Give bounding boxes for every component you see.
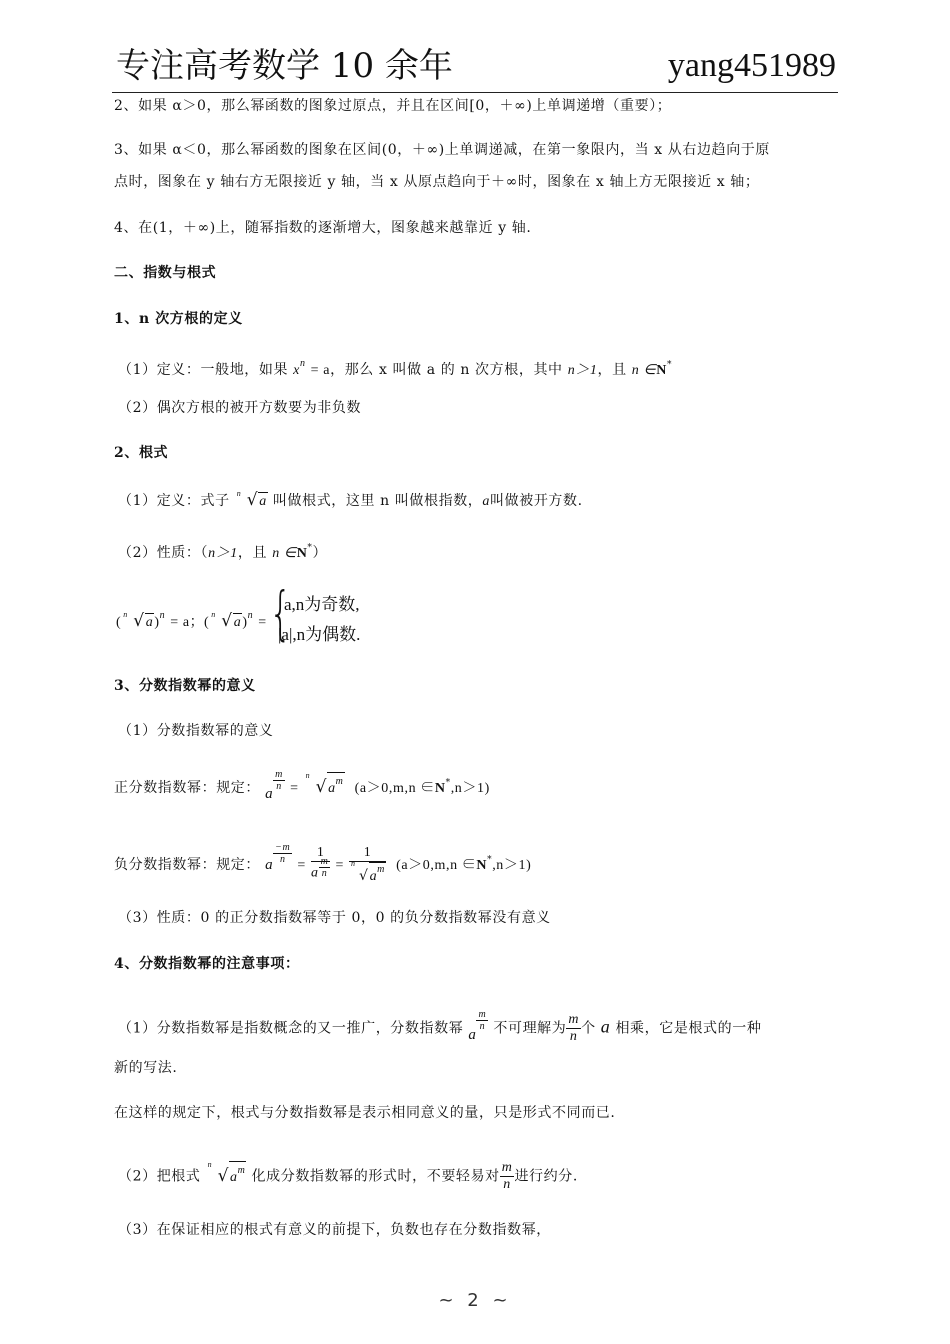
label: 负分数指数幂：规定：: [114, 857, 260, 873]
text: ，那么 x 叫做 a 的 n 次方根，其中: [330, 362, 563, 378]
base-a: a: [468, 1026, 477, 1043]
text: （1）定义：一般地，如果: [118, 362, 289, 378]
eq: =: [335, 858, 344, 873]
text: 不可理解为: [493, 1020, 567, 1037]
radicand-a: a: [328, 781, 336, 796]
num-1: 1: [311, 845, 330, 862]
radical-expr: n √a: [123, 611, 154, 632]
text: （1）定义：式子: [118, 493, 230, 509]
den: n: [276, 780, 282, 792]
var-x: x: [293, 363, 300, 378]
para-4: 4、在(1，＋∞)上，随幂指数的逐渐增大，图象越来越靠近 y 轴.: [114, 220, 532, 236]
cond-n: n＞1: [567, 363, 598, 378]
exp-m: m: [237, 1164, 246, 1176]
one-over-a-pow: [311, 845, 330, 885]
exp-m: m: [377, 864, 385, 875]
star: *: [487, 855, 493, 865]
text: 进行约分.: [514, 1168, 578, 1185]
cond-tail: ,n＞1): [450, 781, 490, 796]
text: ，且: [597, 362, 627, 378]
den: n: [479, 1021, 486, 1032]
star: *: [667, 360, 673, 370]
radical-a-m: n $√a^m$: [306, 772, 345, 798]
text: （2）把根式: [118, 1168, 201, 1185]
text: ，且: [237, 545, 268, 561]
exp-n: n: [159, 610, 166, 621]
note-1-line3: 在这样的规定下，根式与分数指数幂是表示相同意义的量，只是形式不同而已.: [114, 1105, 616, 1121]
set-N: N: [434, 781, 446, 796]
radicand-a: a: [369, 869, 378, 884]
para-3-line1: 3、如果 α＜0，那么幂函数的图象在区间(0，＋∞)上单调递减，在第一象限内，当 x 从右边趋向于原: [114, 142, 771, 158]
note-1: [118, 1009, 844, 1045]
text: （2）性质：（: [118, 545, 209, 561]
eq-sign: =: [258, 615, 267, 630]
text: 个: [581, 1020, 596, 1037]
negative-fractional-exponent: [114, 841, 840, 885]
radical-expr: n √a: [211, 611, 242, 632]
set-N: N: [476, 858, 488, 873]
root-index: n: [207, 1159, 213, 1169]
nth-root-definition: [118, 354, 844, 381]
var-a: a: [600, 1016, 611, 1037]
num-1: 1: [349, 845, 386, 862]
base-a: a: [265, 857, 274, 873]
eq: =: [290, 781, 299, 796]
var-a: a: [482, 494, 491, 509]
eq1-tail: = a；: [170, 615, 205, 630]
cond-tail: ,n＞1): [492, 858, 532, 873]
radicand-a: a: [230, 1169, 238, 1185]
subsection-2-title: 2、根式: [114, 445, 169, 461]
cond: (a＞0,m,n ∈: [396, 858, 477, 873]
set-N: N: [656, 363, 668, 378]
even-root-note: （2）偶次方根的被开方数要为非负数: [118, 400, 362, 416]
num: −m: [275, 841, 291, 853]
label: 正分数指数幂：规定：: [114, 780, 260, 796]
exp-n: n: [300, 358, 306, 369]
root-index: n: [211, 610, 216, 619]
root-index: n: [236, 489, 242, 498]
header-author: yang451989: [667, 47, 836, 84]
m-over-n: [500, 1160, 515, 1193]
fractional-exponent-property: （3）性质：0 的正分数指数幂等于 0，0 的负分数指数幂没有意义: [118, 910, 551, 926]
den: n: [503, 1177, 511, 1192]
cond: (a＞0,m,n ∈: [354, 781, 435, 796]
exp-den: n: [321, 868, 328, 879]
root-index: n: [305, 771, 311, 780]
text: 化成分数指数幂的形式时，不要轻易对: [251, 1168, 500, 1185]
text: （1）分数指数幂是指数概念的又一推广，分数指数幂: [118, 1020, 464, 1037]
base-a: a: [265, 786, 274, 802]
radicand: a: [233, 615, 242, 630]
star: *: [307, 543, 313, 553]
case-even: |a|,n为偶数.: [278, 625, 361, 644]
den-a: a: [310, 865, 319, 881]
set-N: N: [296, 546, 308, 561]
cond-n-in: n ∈: [272, 546, 297, 561]
exp-m: m: [335, 776, 344, 787]
radical-power-identity: ( n √a)$^n$ = a；: [116, 606, 842, 633]
radicand: a: [145, 615, 154, 630]
section-title-exponent-radical: 二、指数与根式: [114, 265, 217, 281]
text: ）: [312, 545, 328, 561]
num: m: [275, 768, 283, 780]
subsection-1-title: 1、n 次方根的定义: [114, 311, 243, 327]
m-over-n: [566, 1012, 581, 1045]
radical-property: [118, 538, 844, 564]
num: m: [501, 1160, 513, 1175]
num: m: [568, 1012, 580, 1027]
radical-definition: [118, 490, 844, 512]
cond-n-in: n ∈: [631, 363, 657, 378]
para-3-line2: 点时，图象在 y 轴右方无限接近 y 轴，当 x 从原点趋向于＋∞时，图象在 x 轴上方无限接近 x 轴；: [114, 174, 760, 190]
exp-m-over-n: [273, 769, 285, 792]
eq: =: [297, 858, 306, 873]
one-over-radical: 1 n $√a^m$: [351, 845, 385, 884]
text: 叫做被开方数.: [490, 493, 583, 509]
eq-a: = a: [310, 363, 331, 378]
radical-expr: n √a: [237, 490, 268, 511]
subsection-4-title: 4、分数指数幂的注意事项：: [114, 956, 300, 972]
header-title: 专注高考数学 10 余年: [116, 46, 453, 86]
num: m: [478, 1009, 487, 1020]
case-odd: a,n为奇数,: [284, 595, 360, 614]
den: n: [569, 1029, 578, 1044]
root-index: n: [351, 859, 356, 868]
exp-n: n: [247, 610, 254, 621]
cases-brace: {: [269, 579, 292, 647]
den: n: [279, 853, 286, 865]
text: 相乘，它是根式的一种: [615, 1020, 762, 1037]
page-number: ~ 2 ~: [438, 1290, 512, 1311]
cond-n: n＞1: [208, 546, 238, 561]
exp-neg-m-over-n: [273, 842, 292, 865]
radicand: a: [259, 494, 267, 509]
fractional-exponent-meaning: （1）分数指数幂的意义: [118, 723, 274, 739]
note-2: [118, 1160, 844, 1193]
para-2: 2、如果 α＞0，那么幂函数的图象过原点，并且在区间[0，＋∞)上单调递增（重要）；: [114, 98, 672, 114]
note-1-line2: 新的写法.: [114, 1060, 178, 1076]
subsection-3-title: 3、分数指数幂的意义: [114, 678, 256, 694]
text: 叫做根式，这里 n 叫做根指数，: [272, 493, 483, 509]
exp-num: m: [320, 856, 329, 867]
radical-a-m: n $√a^m$: [208, 1161, 247, 1187]
positive-fractional-exponent: [114, 768, 840, 802]
note-3: （3）在保证相应的根式有意义的前提下，负数也存在分数指数幂，: [118, 1222, 551, 1238]
header-rule: [112, 92, 838, 93]
star: *: [445, 778, 451, 788]
radical-power-cases-lhs: ( n √a)$^n$ =: [204, 606, 267, 633]
root-index: n: [123, 610, 128, 619]
